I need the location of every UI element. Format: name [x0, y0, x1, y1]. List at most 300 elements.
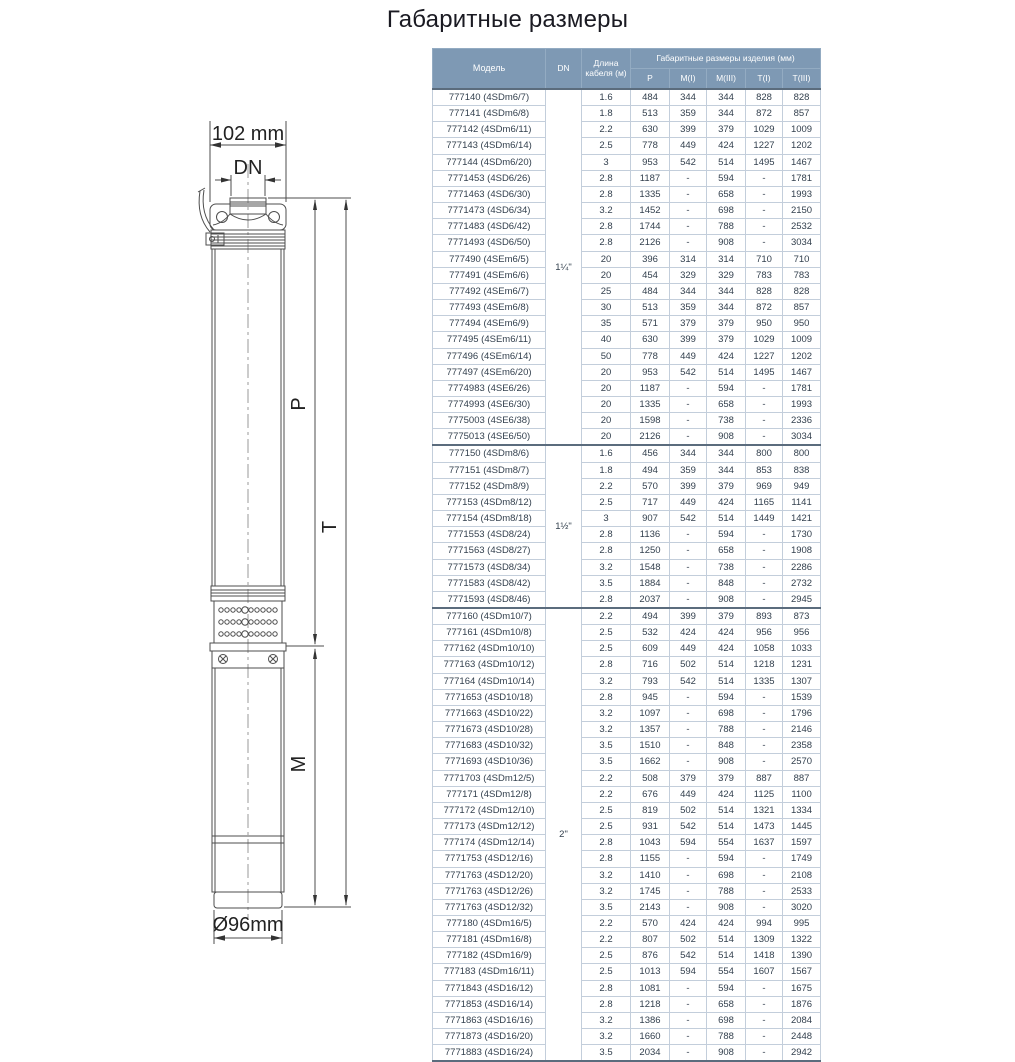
table-cell: - [746, 980, 783, 996]
table-cell: - [670, 235, 707, 251]
table-cell: 3.5 [582, 1045, 631, 1062]
table-cell: 424 [670, 915, 707, 931]
table-cell: 2108 [783, 867, 821, 883]
table-cell: 3.5 [582, 754, 631, 770]
table-cell: 7775013 (4SE6/50) [433, 429, 546, 446]
table-cell: - [670, 575, 707, 591]
table-cell: 1598 [631, 413, 670, 429]
table-row [433, 494, 821, 510]
table-cell: 777153 (4SDm8/12) [433, 494, 546, 510]
table-row [433, 705, 821, 721]
table-cell: 698 [707, 203, 746, 219]
table-cell: 783 [746, 267, 783, 283]
table-cell: 7771593 (4SD8/46) [433, 591, 546, 608]
table-cell: 658 [707, 186, 746, 202]
table-cell: 777492 (4SEm6/7) [433, 283, 546, 299]
table-cell: - [670, 380, 707, 396]
table-cell: 454 [631, 267, 670, 283]
table-cell: 956 [783, 625, 821, 641]
table-row [433, 770, 821, 786]
table-cell: 1796 [783, 705, 821, 721]
table-cell: 1467 [783, 364, 821, 380]
table-cell: 344 [707, 89, 746, 106]
table-cell: - [746, 754, 783, 770]
table-cell: - [670, 705, 707, 721]
table-cell: 3.5 [582, 575, 631, 591]
table-cell: 2.8 [582, 835, 631, 851]
table-cell: 800 [746, 445, 783, 462]
table-cell: 1009 [783, 122, 821, 138]
table-cell: 1421 [783, 511, 821, 527]
table-row [433, 235, 821, 251]
table-cell: - [670, 559, 707, 575]
table-cell: 1567 [783, 964, 821, 980]
table-cell: 7771483 (4SD6/42) [433, 219, 546, 235]
table-cell: 800 [783, 445, 821, 462]
table-cell: 931 [631, 819, 670, 835]
table-cell: 7775003 (4SE6/38) [433, 413, 546, 429]
table-cell: 424 [707, 625, 746, 641]
table-cell: 1097 [631, 705, 670, 721]
table-cell: 853 [746, 462, 783, 478]
table-cell: 2533 [783, 883, 821, 899]
table-cell: 2146 [783, 722, 821, 738]
table-cell: 777162 (4SDm10/10) [433, 641, 546, 657]
table-cell: - [670, 186, 707, 202]
table-cell: 630 [631, 122, 670, 138]
table-cell: 484 [631, 283, 670, 299]
table-cell: 872 [746, 106, 783, 122]
dn-group-cell: 2" [546, 608, 582, 1061]
strainer-holes [219, 607, 277, 637]
table-cell: 1125 [746, 786, 783, 802]
table-cell: 396 [631, 251, 670, 267]
table-cell: 542 [670, 948, 707, 964]
table-cell: 1467 [783, 154, 821, 170]
table-cell: 514 [707, 948, 746, 964]
table-cell: 777160 (4SDm10/7) [433, 608, 546, 625]
table-cell: 777183 (4SDm16/11) [433, 964, 546, 980]
col-header-dim: M(III) [707, 69, 746, 90]
table-cell: 20 [582, 364, 631, 380]
table-cell: 399 [670, 608, 707, 625]
table-cell: 1033 [783, 641, 821, 657]
table-cell: 887 [746, 770, 783, 786]
table-cell: 514 [707, 819, 746, 835]
table-cell: - [746, 883, 783, 899]
table-cell: 908 [707, 754, 746, 770]
table-cell: 908 [707, 429, 746, 446]
table-row [433, 980, 821, 996]
table-cell: 1993 [783, 186, 821, 202]
table-row [433, 915, 821, 931]
table-cell: 777151 (4SDm8/7) [433, 462, 546, 478]
table-cell: 449 [670, 641, 707, 657]
table-row [433, 786, 821, 802]
table-row [433, 689, 821, 705]
table-row [433, 527, 821, 543]
table-cell: 35 [582, 316, 631, 332]
table-cell: 1.8 [582, 106, 631, 122]
table-row [433, 899, 821, 915]
table-cell: 777164 (4SDm10/14) [433, 673, 546, 689]
table-cell: 778 [631, 138, 670, 154]
table-cell: 542 [670, 364, 707, 380]
table-row [433, 1029, 821, 1045]
table-cell: 908 [707, 1045, 746, 1062]
table-cell: 777161 (4SDm10/8) [433, 625, 546, 641]
table-cell: 1410 [631, 867, 670, 883]
table-cell: 1495 [746, 154, 783, 170]
table-row [433, 429, 821, 446]
table-cell: 20 [582, 413, 631, 429]
table-cell: 1202 [783, 138, 821, 154]
table-cell: 950 [746, 316, 783, 332]
label-p: P [288, 397, 310, 411]
table-cell: 1100 [783, 786, 821, 802]
table-cell: 716 [631, 657, 670, 673]
table-row [433, 170, 821, 186]
table-cell: 1250 [631, 543, 670, 559]
table-cell: 1334 [783, 802, 821, 818]
table-cell: 1418 [746, 948, 783, 964]
table-cell: 777150 (4SDm8/6) [433, 445, 546, 462]
table-cell: 1662 [631, 754, 670, 770]
table-cell: 698 [707, 1012, 746, 1028]
table-cell: 777141 (4SDm6/8) [433, 106, 546, 122]
table-cell: 3.2 [582, 1029, 631, 1045]
table-cell: 777495 (4SEm6/11) [433, 332, 546, 348]
table-cell: 2.8 [582, 689, 631, 705]
table-row [433, 203, 821, 219]
table-cell: 2358 [783, 738, 821, 754]
table-cell: 344 [707, 106, 746, 122]
table-cell: - [746, 559, 783, 575]
table-cell: - [746, 867, 783, 883]
table-cell: 1884 [631, 575, 670, 591]
table-cell: 494 [631, 608, 670, 625]
table-cell: 676 [631, 786, 670, 802]
table-cell: 514 [707, 657, 746, 673]
label-t: T [319, 520, 341, 534]
table-cell: 399 [670, 332, 707, 348]
table-cell: 1231 [783, 657, 821, 673]
table-cell: - [670, 722, 707, 738]
table-cell: 950 [783, 316, 821, 332]
table-cell: 777152 (4SDm8/9) [433, 478, 546, 494]
label-dn: DN [233, 157, 263, 179]
table-cell: 1058 [746, 641, 783, 657]
table-cell: 7771703 (4SDm12/5) [433, 770, 546, 786]
table-cell: 7771453 (4SD6/26) [433, 170, 546, 186]
table-cell: 1744 [631, 219, 670, 235]
table-cell: 379 [707, 608, 746, 625]
table-cell: 945 [631, 689, 670, 705]
table-cell: 848 [707, 575, 746, 591]
table-row [433, 1045, 821, 1062]
table-cell: - [670, 754, 707, 770]
table-cell: 828 [783, 89, 821, 106]
table-cell: - [670, 591, 707, 608]
table-cell: 777494 (4SEm6/9) [433, 316, 546, 332]
table-cell: 379 [707, 122, 746, 138]
table-cell: - [746, 1029, 783, 1045]
table-cell: 2448 [783, 1029, 821, 1045]
table-cell: 359 [670, 462, 707, 478]
table-cell: 344 [707, 462, 746, 478]
table-cell: 658 [707, 543, 746, 559]
table-cell: 424 [707, 786, 746, 802]
table-cell: 424 [707, 348, 746, 364]
table-cell: 571 [631, 316, 670, 332]
table-cell: 20 [582, 251, 631, 267]
table-cell: 778 [631, 348, 670, 364]
table-cell: 2.5 [582, 948, 631, 964]
table-cell: - [670, 996, 707, 1012]
table-cell: 594 [707, 980, 746, 996]
table-cell: 7771763 (4SD12/20) [433, 867, 546, 883]
table-cell: 20 [582, 429, 631, 446]
table-cell: 3.2 [582, 867, 631, 883]
table-cell: 1218 [631, 996, 670, 1012]
table-cell: 7771583 (4SD8/42) [433, 575, 546, 591]
table-cell: 1.6 [582, 89, 631, 106]
table-cell: 710 [746, 251, 783, 267]
table-cell: 908 [707, 235, 746, 251]
table-cell: 777497 (4SEm6/20) [433, 364, 546, 380]
table-cell: 2034 [631, 1045, 670, 1062]
table-cell: 1.6 [582, 445, 631, 462]
table-cell: 513 [631, 106, 670, 122]
table-cell: 2.8 [582, 996, 631, 1012]
table-row [433, 867, 821, 883]
table-cell: 777154 (4SDm8/18) [433, 511, 546, 527]
table-row [433, 332, 821, 348]
table-cell: 2532 [783, 219, 821, 235]
table-cell: 2336 [783, 413, 821, 429]
table-cell: - [746, 186, 783, 202]
table-cell: 788 [707, 883, 746, 899]
table-cell: 2.8 [582, 235, 631, 251]
table-cell: - [746, 413, 783, 429]
table-cell: 7771863 (4SD16/16) [433, 1012, 546, 1028]
table-row [433, 559, 821, 575]
table-cell: 379 [670, 770, 707, 786]
table-cell: 449 [670, 494, 707, 510]
table-cell: 3 [582, 154, 631, 170]
table-cell: 7771883 (4SD16/24) [433, 1045, 546, 1062]
label-width-top: 102 mm [211, 123, 285, 145]
table-cell: 3.2 [582, 203, 631, 219]
table-cell: 777496 (4SEm6/14) [433, 348, 546, 364]
table-cell: 7771473 (4SD6/34) [433, 203, 546, 219]
table-cell: 7771553 (4SD8/24) [433, 527, 546, 543]
table-cell: 1876 [783, 996, 821, 1012]
table-cell: - [746, 591, 783, 608]
table-cell: 2.8 [582, 186, 631, 202]
table-cell: 995 [783, 915, 821, 931]
label-m: M [288, 755, 310, 773]
table-cell: 777173 (4SDm12/12) [433, 819, 546, 835]
table-cell: 793 [631, 673, 670, 689]
table-cell: 7771653 (4SD10/18) [433, 689, 546, 705]
table-cell: 594 [707, 380, 746, 396]
table-cell: 2.5 [582, 802, 631, 818]
table-cell: 554 [707, 964, 746, 980]
table-cell: 502 [670, 802, 707, 818]
table-row [433, 996, 821, 1012]
table-cell: 7771563 (4SD8/27) [433, 543, 546, 559]
table-cell: 594 [707, 170, 746, 186]
table-cell: - [746, 543, 783, 559]
table-cell: 658 [707, 396, 746, 412]
table-cell: 424 [670, 625, 707, 641]
table-row [433, 462, 821, 478]
table-cell: - [670, 1029, 707, 1045]
table-cell: 344 [670, 445, 707, 462]
table-cell: 777490 (4SEm6/5) [433, 251, 546, 267]
table-cell: 502 [670, 932, 707, 948]
table-cell: 1745 [631, 883, 670, 899]
table-cell: - [746, 429, 783, 446]
table-cell: - [746, 380, 783, 396]
table-cell: - [670, 1012, 707, 1028]
table-cell: 848 [707, 738, 746, 754]
table-cell: 3 [582, 511, 631, 527]
table-cell: 738 [707, 413, 746, 429]
table-cell: 542 [670, 511, 707, 527]
table-cell: 2.8 [582, 980, 631, 996]
table-cell: 717 [631, 494, 670, 510]
table-cell: - [746, 1012, 783, 1028]
table-cell: 424 [707, 494, 746, 510]
table-cell: 40 [582, 332, 631, 348]
table-cell: 777163 (4SDm10/12) [433, 657, 546, 673]
table-cell: 514 [707, 511, 746, 527]
table-cell: - [670, 219, 707, 235]
dimensions-table [432, 48, 821, 1062]
table-cell: 344 [707, 300, 746, 316]
table-cell: 2.8 [582, 543, 631, 559]
table-cell: 484 [631, 89, 670, 106]
table-cell: - [670, 543, 707, 559]
table-row [433, 445, 821, 462]
table-cell: 1013 [631, 964, 670, 980]
table-cell: 2.5 [582, 964, 631, 980]
table-cell: 456 [631, 445, 670, 462]
table-cell: 449 [670, 348, 707, 364]
table-cell: 329 [670, 267, 707, 283]
table-cell: 969 [746, 478, 783, 494]
table-cell: 7771873 (4SD16/20) [433, 1029, 546, 1045]
table-cell: 594 [707, 851, 746, 867]
table-cell: 1227 [746, 138, 783, 154]
table-cell: 1749 [783, 851, 821, 867]
table-cell: 359 [670, 300, 707, 316]
table-cell: - [670, 899, 707, 915]
table-cell: 1495 [746, 364, 783, 380]
table-cell: 777171 (4SDm12/8) [433, 786, 546, 802]
table-cell: 554 [707, 835, 746, 851]
table-cell: 594 [707, 689, 746, 705]
table-cell: 594 [670, 964, 707, 980]
table-row [433, 948, 821, 964]
table-cell: 570 [631, 915, 670, 931]
table-cell: 2945 [783, 591, 821, 608]
table-cell: 424 [707, 641, 746, 657]
page-title: Габаритные размеры [386, 6, 629, 33]
table-cell: 1227 [746, 348, 783, 364]
table-cell: 1390 [783, 948, 821, 964]
table-row [433, 348, 821, 364]
table-cell: 7771573 (4SD8/34) [433, 559, 546, 575]
table-cell: - [746, 899, 783, 915]
table-cell: 25 [582, 283, 631, 299]
table-cell: 514 [707, 802, 746, 818]
table-cell: 449 [670, 786, 707, 802]
table-cell: 344 [670, 89, 707, 106]
table-row [433, 511, 821, 527]
table-cell: 1.8 [582, 462, 631, 478]
table-row [433, 154, 821, 170]
table-cell: 1309 [746, 932, 783, 948]
col-header-dim: M(I) [670, 69, 707, 90]
table-cell: 1155 [631, 851, 670, 867]
table-cell: 20 [582, 267, 631, 283]
table-cell: - [746, 722, 783, 738]
table-row [433, 591, 821, 608]
table-cell: 783 [783, 267, 821, 283]
dn-group-cell: 1½" [546, 445, 582, 608]
table-cell: 2.2 [582, 608, 631, 625]
table-cell: 1548 [631, 559, 670, 575]
table-cell: 777493 (4SEm6/8) [433, 300, 546, 316]
table-cell: 2.8 [582, 170, 631, 186]
table-cell: - [746, 527, 783, 543]
table-cell: 514 [707, 154, 746, 170]
table-cell: - [670, 527, 707, 543]
table-cell: 1473 [746, 819, 783, 835]
table-cell: 3.2 [582, 559, 631, 575]
table-cell: 2.2 [582, 915, 631, 931]
table-cell: 777143 (4SDm6/14) [433, 138, 546, 154]
table-cell: 777181 (4SDm16/8) [433, 932, 546, 948]
table-cell: 2.8 [582, 527, 631, 543]
table-cell: 609 [631, 641, 670, 657]
table-cell: 994 [746, 915, 783, 931]
table-cell: 2.8 [582, 657, 631, 673]
table-cell: 1510 [631, 738, 670, 754]
table-cell: 1781 [783, 380, 821, 396]
table-cell: - [670, 867, 707, 883]
table-row [433, 802, 821, 818]
table-cell: 1218 [746, 657, 783, 673]
table-cell: 907 [631, 511, 670, 527]
table-cell: 819 [631, 802, 670, 818]
table-cell: 956 [746, 625, 783, 641]
table-cell: 3034 [783, 429, 821, 446]
table-cell: 777142 (4SDm6/11) [433, 122, 546, 138]
table-cell: 872 [746, 300, 783, 316]
table-cell: 594 [707, 527, 746, 543]
table-cell: 949 [783, 478, 821, 494]
table-cell: 698 [707, 705, 746, 721]
table-cell: 3.2 [582, 722, 631, 738]
table-row [433, 380, 821, 396]
table-cell: 1607 [746, 964, 783, 980]
table-cell: 359 [670, 106, 707, 122]
table-cell: 594 [670, 835, 707, 851]
